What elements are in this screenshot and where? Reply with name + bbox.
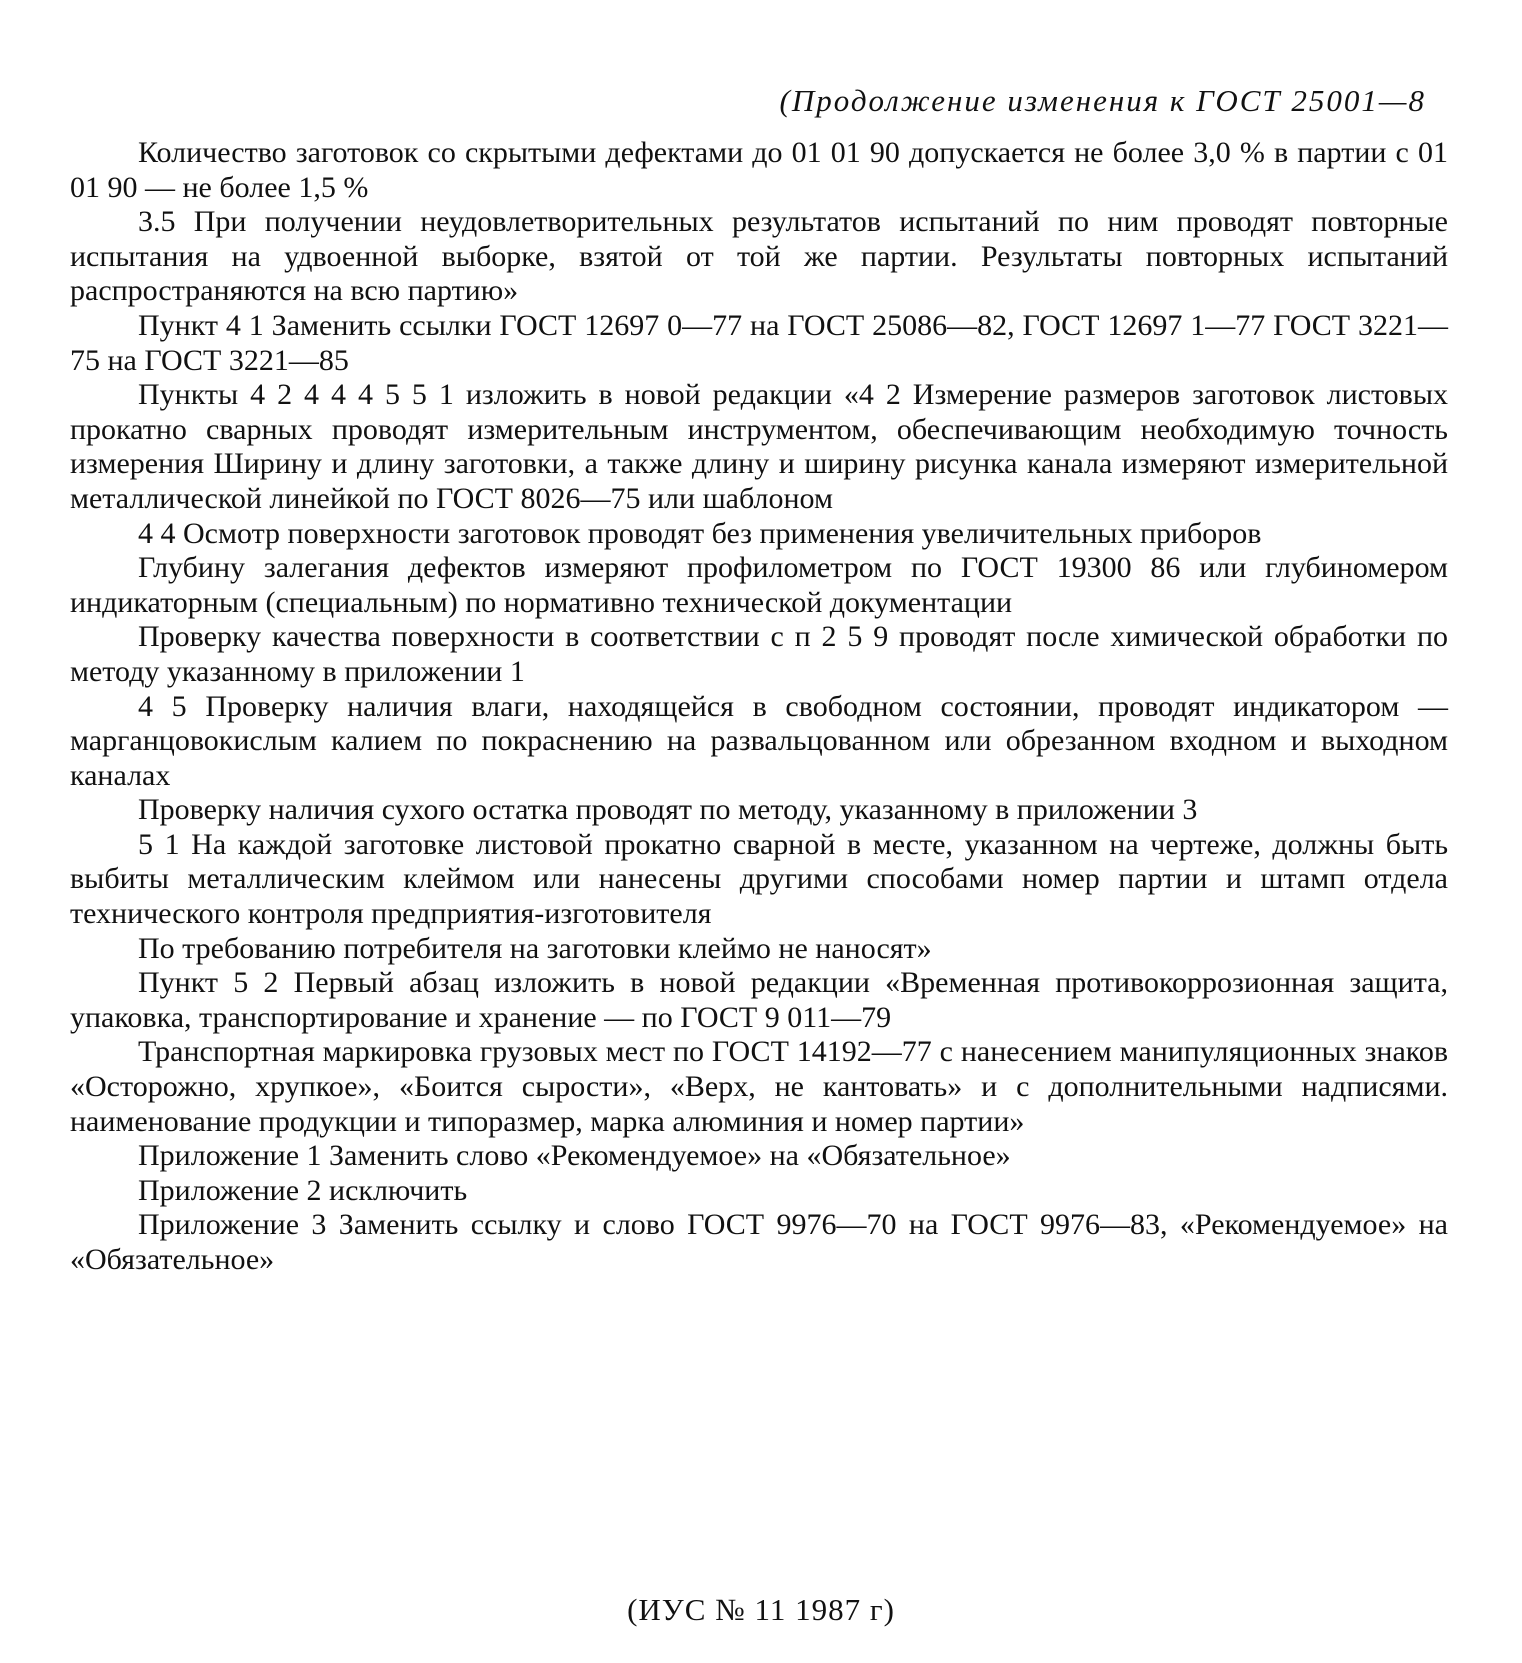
- paragraph-appendix-2: Приложение 2 исключить: [138, 1173, 468, 1207]
- paragraph-dry-residue: Проверку наличия сухого остатка проводят по методу, указанному в приложении 3: [138, 793, 1198, 827]
- paragraph-item-4-2: Пункты 4 2 4 4 4 5 5 1 изложить в новой редакции «4 2 Измерение размеров заготовок листовых прокатно сварных проводят измерительным инструментом, обеспечивающим необходимую точность измерения Ширину и длину заготовки, а также длину и ширину рисунка канала измеряют измерительной металлической линейкой по ГОСТ 8026—75 или шаблоном: [70, 378, 1448, 515]
- paragraph-hidden-defects: Количество заготовок со скрытыми дефектами до 01 01 90 допускается не более 3,0 % в партии с 01 01 90 — не более 1,5 %: [70, 136, 1448, 204]
- continuation-header: (Продолжение изменения к ГОСТ 25001—8: [779, 83, 1426, 118]
- paragraph-item-3-5: 3.5 При получении неудовлетворительных результатов испытаний по ним проводят повторные испытания на удвоенной выборке, взятой от той же партии. Результаты повторных испытаний распространяются на всю партию»: [70, 205, 1448, 308]
- paragraph-appendix-1: Приложение 1 Заменить слово «Рекомендуемое» на «Обязательное»: [138, 1139, 1011, 1173]
- paragraph-item-5-2: Пункт 5 2 Первый абзац изложить в новой редакции «Временная противокоррозионная защита, упаковка, транспортирование и хранение — по ГОСТ 9 011—79: [70, 966, 1448, 1034]
- paragraph-no-stamp: По требованию потребителя на заготовки клеймо не наносят»: [138, 931, 932, 965]
- paragraph-item-5-1: 5 1 На каждой заготовке листовой прокатно сварной в месте, указанном на чертеже, должны быть выбиты металлическим клеймом или нанесены другими способами номер партии и штамп отдела технического контроля предприятия-изготовителя: [70, 827, 1448, 931]
- source-reference: (ИУС № 11 1987 г): [627, 1592, 895, 1627]
- paragraph-surface-check: Проверку качества поверхности в соответствии с п 2 5 9 проводят после химической обработки по методу указанному в приложении 1: [70, 620, 1448, 688]
- paragraph-transport-marking: Транспортная маркировка грузовых мест по ГОСТ 14192—77 с нанесением манипуляционных знаков «Осторожно, хрупкое», «Боится сырости», «Верх, не кантовать» и с дополнительными надписями. наименование продукции и типоразмер, марка алюминия и номер партии»: [70, 1035, 1448, 1138]
- document-page: [70, 80, 1448, 1278]
- paragraph-defect-depth: Глубину залегания дефектов измеряют профилометром по ГОСТ 19300 86 или глубиномером индикаторным (специальным) по нормативно технической документации: [70, 551, 1448, 619]
- paragraph-item-4-4: 4 4 Осмотр поверхности заготовок проводят без применения увеличительных приборов: [138, 516, 1262, 550]
- paragraph-item-4-5: 4 5 Проверку наличия влаги, находящейся в свободном состоянии, проводят индикатором — марганцовокислым калием по покраснению на развальцованном или обрезанном входном и выходном каналах: [70, 689, 1448, 792]
- paragraph-item-4-1: Пункт 4 1 Заменить ссылки ГОСТ 12697 0—77 на ГОСТ 25086—82, ГОСТ 12697 1—77 ГОСТ 3221—75 на ГОСТ 3221—85: [70, 308, 1448, 377]
- paragraph-appendix-3: Приложение 3 Заменить ссылку и слово ГОСТ 9976—70 на ГОСТ 9976—83, «Рекомендуемое» на «Обязательное»: [70, 1208, 1448, 1276]
